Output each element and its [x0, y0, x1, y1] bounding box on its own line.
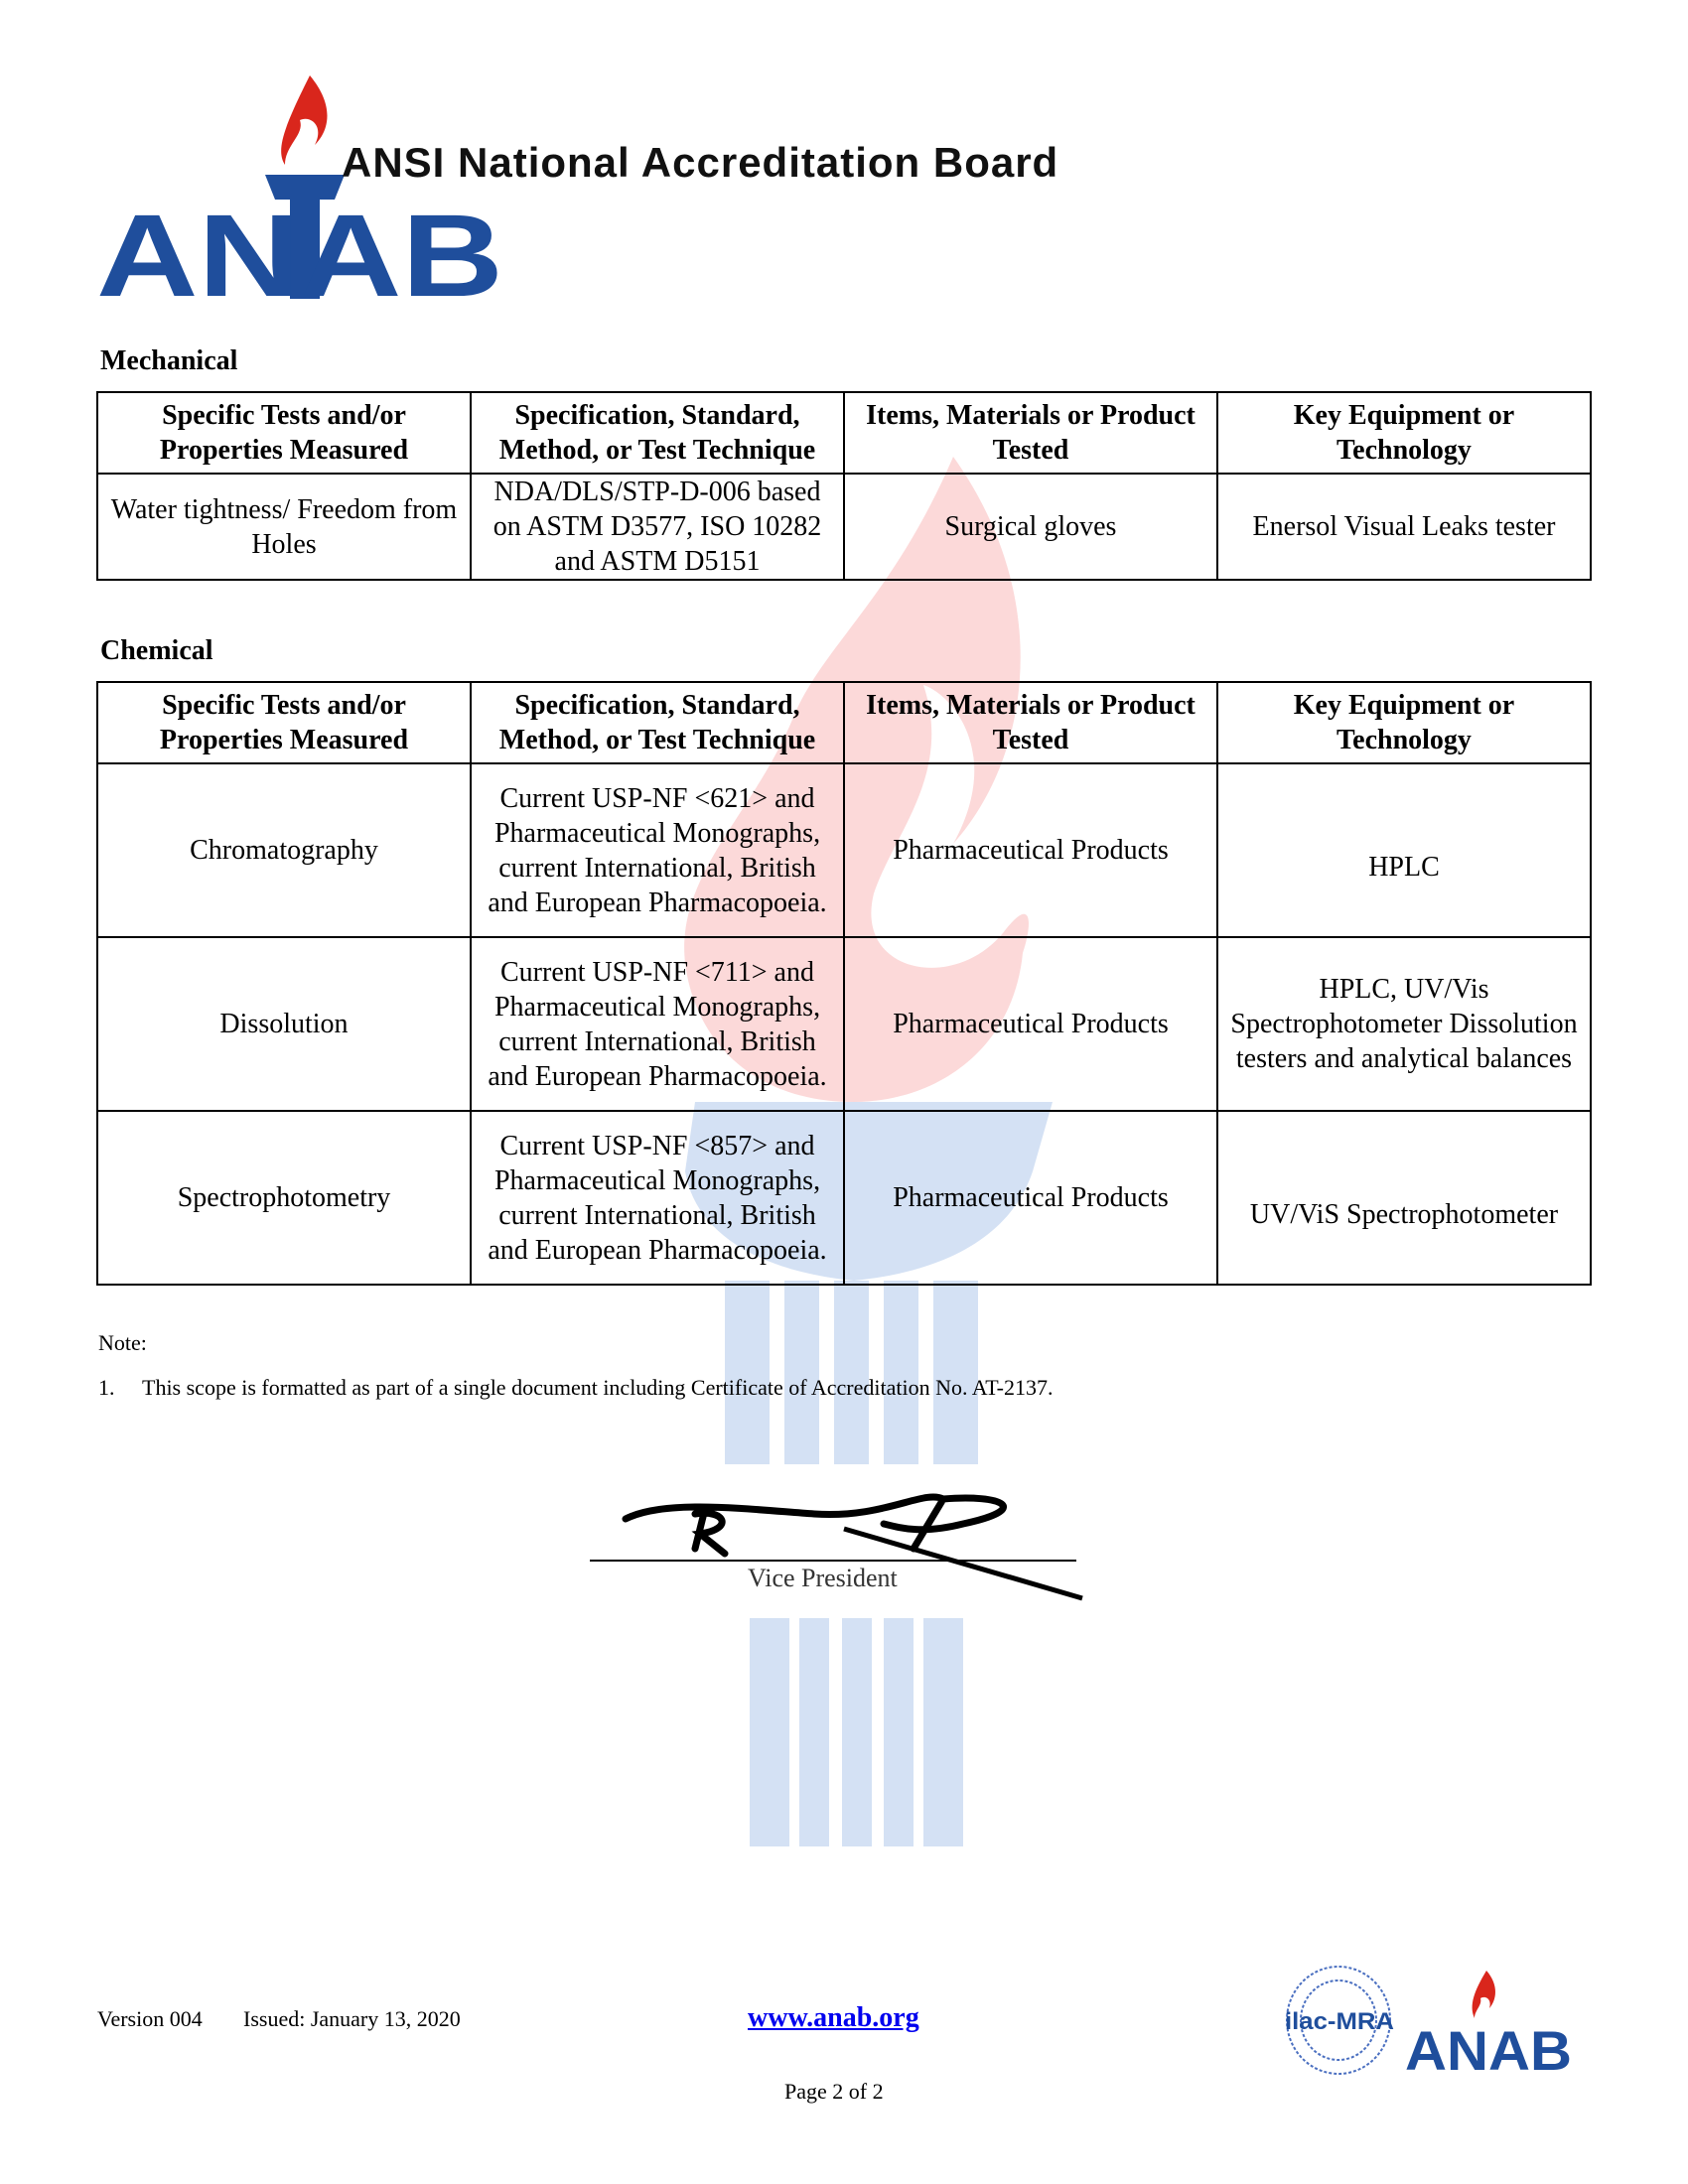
table-row: [97, 763, 1591, 937]
cell: Enersol Visual Leaks tester: [1217, 474, 1591, 580]
col-header: Items, Materials or Product Tested: [844, 392, 1217, 474]
cell: Dissolution: [97, 937, 471, 1111]
website-link[interactable]: www.anab.org: [748, 2002, 919, 2033]
svg-text:ilac-MRA: ilac-MRA: [1285, 2008, 1394, 2035]
chemical-table: [96, 681, 1592, 1286]
col-header: Specification, Standard, Method, or Test Technique: [471, 682, 844, 763]
issued-date: Issued: January 13, 2020: [243, 2006, 461, 2031]
col-header: Key Equipment or Technology: [1217, 682, 1591, 763]
cell: Current USP-NF <711> and Pharmaceutical Monographs, current International, British and European Pharmacopoeia.: [471, 937, 844, 1111]
col-header: Specification, Standard, Method, or Test Technique: [471, 392, 844, 474]
table-row: [97, 937, 1591, 1111]
cell: Pharmaceutical Products: [844, 937, 1217, 1111]
chemical-heading: Chemical: [100, 635, 213, 666]
cell: Current USP-NF <857> and Pharmaceutical Monographs, current International, British and European Pharmacopoeia.: [471, 1111, 844, 1285]
col-header: Specific Tests and/or Properties Measured: [97, 392, 471, 474]
cell: NDA/DLS/STP-D-006 based on ASTM D3577, ISO 10282 and ASTM D5151: [471, 474, 844, 580]
table-row: [97, 1111, 1591, 1285]
col-header: Specific Tests and/or Properties Measured: [97, 682, 471, 763]
cell: Spectrophotometry: [97, 1111, 471, 1285]
svg-text:ANAB: ANAB: [96, 191, 503, 304]
cell: UV/ViS Spectrophotometer: [1217, 1111, 1591, 1285]
cell: Current USP-NF <621> and Pharmaceutical Monographs, current International, British and European Pharmacopoeia.: [471, 763, 844, 937]
cell: Pharmaceutical Products: [844, 1111, 1217, 1285]
version: Version 004: [97, 2006, 203, 2031]
anab-logo: [96, 75, 513, 304]
note-text: This scope is formatted as part of a single document including Certificate of Accreditation No. AT-2137.: [142, 1375, 1054, 1400]
cell: Chromatography: [97, 763, 471, 937]
anab-footer-logo: [1405, 1971, 1574, 2075]
cell: Surgical gloves: [844, 474, 1217, 580]
note-item: [98, 1375, 1053, 1401]
page-number: Page 2 of 2: [784, 2079, 884, 2104]
ilac-mra-logo: [1281, 1964, 1400, 2078]
mechanical-table: [96, 391, 1592, 581]
cell: Water tightness/ Freedom from Holes: [97, 474, 471, 580]
cell: HPLC: [1217, 763, 1591, 937]
col-header: Items, Materials or Product Tested: [844, 682, 1217, 763]
cell: Pharmaceutical Products: [844, 763, 1217, 937]
org-name: ANSI National Accreditation Board: [342, 139, 1059, 186]
table-header-row: [97, 682, 1591, 763]
note-label: Note:: [98, 1330, 147, 1355]
col-header: Key Equipment or Technology: [1217, 392, 1591, 474]
cell: HPLC, UV/Vis Spectrophotometer Dissolution testers and analytical balances: [1217, 937, 1591, 1111]
note-number: 1.: [98, 1375, 115, 1400]
mechanical-heading: Mechanical: [100, 345, 238, 376]
table-header-row: [97, 392, 1591, 474]
svg-text:ANAB: ANAB: [1405, 2019, 1572, 2075]
table-row: [97, 474, 1591, 580]
signatory-title: Vice President: [748, 1564, 898, 1592]
